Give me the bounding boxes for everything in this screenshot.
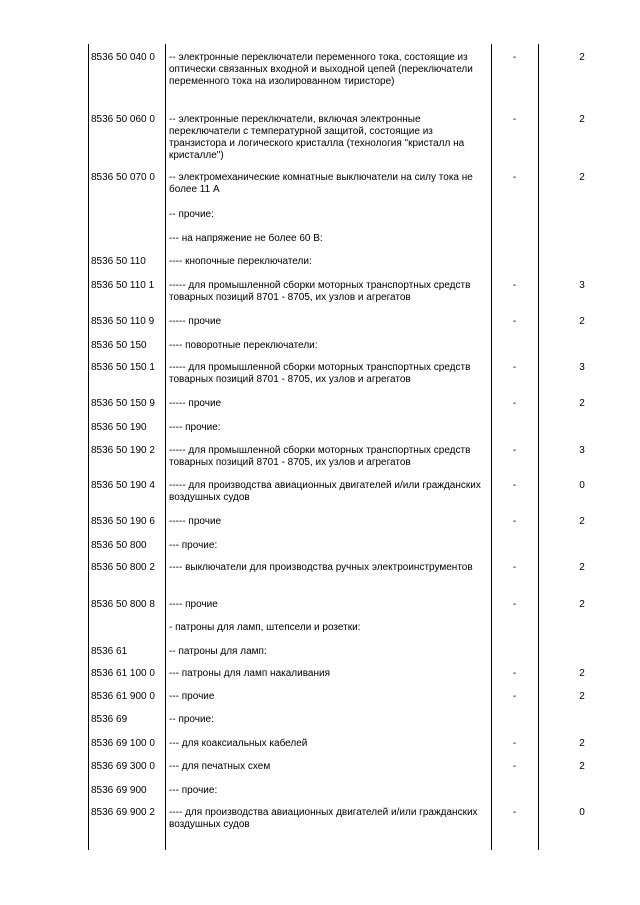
code-cell: 8536 50 800 — [91, 540, 147, 551]
description-cell: --- прочие: — [169, 785, 218, 796]
rate-cell: 2 — [579, 398, 585, 409]
description-cell: --- на напряжение не более 60 В: — [169, 233, 323, 244]
dash-cell: - — [512, 445, 517, 456]
column-divider — [88, 44, 89, 850]
code-cell: 8536 50 190 6 — [91, 516, 155, 527]
dash-cell: - — [512, 52, 517, 63]
code-cell: 8536 69 300 0 — [91, 761, 155, 772]
code-cell: 8536 50 110 9 — [91, 316, 155, 327]
description-cell: --- для печатных схем — [169, 761, 271, 772]
description-cell: --- патроны для ламп накаливания — [169, 668, 330, 679]
code-cell: 8536 69 900 — [91, 785, 147, 796]
description-cell: ----- для промышленной сборки моторных транспортных средств товарных позиций 8701 - 8705, их узлов и агрегатов — [169, 445, 471, 468]
code-cell: 8536 50 040 0 — [91, 52, 155, 63]
rate-cell: 2 — [579, 114, 585, 125]
rate-cell: 3 — [579, 445, 585, 456]
description-cell: -- электромеханические комнатные выключатели на силу тока не более 11 А — [169, 172, 473, 195]
tariff-table — [88, 44, 626, 850]
code-cell: 8536 50 150 9 — [91, 398, 155, 409]
code-cell: 8536 50 060 0 — [91, 114, 155, 125]
dash-cell: - — [512, 738, 517, 749]
rate-cell: 2 — [579, 172, 585, 183]
description-cell: --- прочие: — [169, 540, 218, 551]
rate-cell: 0 — [579, 807, 585, 818]
description-cell: ---- для производства авиационных двигателей и/или гражданских воздушных судов — [169, 807, 478, 830]
description-cell: -- прочие: — [169, 714, 214, 725]
description-cell: ---- прочие: — [169, 422, 221, 433]
rate-cell: 2 — [579, 668, 585, 679]
code-cell: 8536 50 800 8 — [91, 599, 155, 610]
dash-cell: - — [512, 362, 517, 373]
description-cell: ---- поворотные переключатели: — [169, 340, 318, 351]
rate-cell: 2 — [579, 562, 585, 573]
rate-cell: 2 — [579, 691, 585, 702]
dash-cell: - — [512, 691, 517, 702]
dash-cell: - — [512, 114, 517, 125]
rate-cell: 3 — [579, 280, 585, 291]
description-cell: ----- для производства авиационных двигателей и/или гражданских воздушных судов — [169, 480, 481, 503]
code-cell: 8536 50 110 — [91, 256, 146, 267]
description-cell: ---- выключатели для производства ручных электроинструментов — [169, 562, 473, 573]
description-cell: - патроны для ламп, штепсели и розетки: — [169, 622, 361, 633]
dash-cell: - — [512, 668, 517, 679]
code-cell: 8536 50 800 2 — [91, 562, 155, 573]
dash-cell: - — [512, 398, 517, 409]
description-cell: -- электронные переключатели, включая электронные переключатели с температурной защитой, состоящие из транзистора и логического кристалла (технология "кристалл на кристалле") — [169, 114, 465, 161]
rate-cell: 3 — [579, 362, 585, 373]
code-cell: 8536 69 100 0 — [91, 738, 155, 749]
description-cell: ---- прочие — [169, 599, 218, 610]
code-cell: 8536 50 150 1 — [91, 362, 155, 373]
code-cell: 8536 50 190 2 — [91, 445, 155, 456]
description-cell: --- прочие — [169, 691, 215, 702]
description-cell: ----- прочие — [169, 316, 222, 327]
dash-cell: - — [512, 316, 517, 327]
dash-cell: - — [512, 761, 517, 772]
dash-cell: - — [512, 516, 517, 527]
description-cell: ---- кнопочные переключатели: — [169, 256, 312, 267]
dash-cell: - — [512, 172, 517, 183]
code-cell: 8536 50 070 0 — [91, 172, 155, 183]
description-cell: ----- прочие — [169, 516, 222, 527]
description-cell: ----- прочие — [169, 398, 222, 409]
code-cell: 8536 69 — [91, 714, 128, 725]
description-cell: --- для коаксиальных кабелей — [169, 738, 308, 749]
dash-cell: - — [512, 599, 517, 610]
description-cell: ----- для промышленной сборки моторных транспортных средств товарных позиций 8701 - 8705, их узлов и агрегатов — [169, 280, 471, 303]
dash-cell: - — [512, 807, 517, 818]
code-cell: 8536 50 190 4 — [91, 480, 155, 491]
rate-cell: 2 — [579, 738, 585, 749]
rate-cell: 2 — [579, 316, 585, 327]
code-cell: 8536 50 190 — [91, 422, 147, 433]
dash-cell: - — [512, 280, 517, 291]
rate-cell: 2 — [579, 599, 585, 610]
code-cell: 8536 61 900 0 — [91, 691, 155, 702]
dash-cell: - — [512, 480, 517, 491]
description-cell: -- электронные переключатели переменного тока, состоящие из оптически связанных входной и выходной цепей (переключатели переменного тока на изолированном тиристоре) — [169, 52, 473, 87]
description-cell: -- прочие: — [169, 209, 214, 220]
code-cell: 8536 61 100 0 — [91, 668, 155, 679]
rate-cell: 2 — [579, 52, 585, 63]
description-cell: ----- для промышленной сборки моторных транспортных средств товарных позиций 8701 - 8705, их узлов и агрегатов — [169, 362, 471, 385]
rate-cell: 2 — [579, 516, 585, 527]
dash-cell: - — [512, 562, 517, 573]
code-cell: 8536 50 150 — [91, 340, 147, 351]
column-divider — [165, 44, 166, 850]
description-cell: -- патроны для ламп: — [169, 646, 267, 657]
rate-cell: 2 — [579, 761, 585, 772]
code-cell: 8536 61 — [91, 646, 128, 657]
code-cell: 8536 50 110 1 — [91, 280, 155, 291]
rate-cell: 0 — [579, 480, 585, 491]
code-cell: 8536 69 900 2 — [91, 807, 155, 818]
